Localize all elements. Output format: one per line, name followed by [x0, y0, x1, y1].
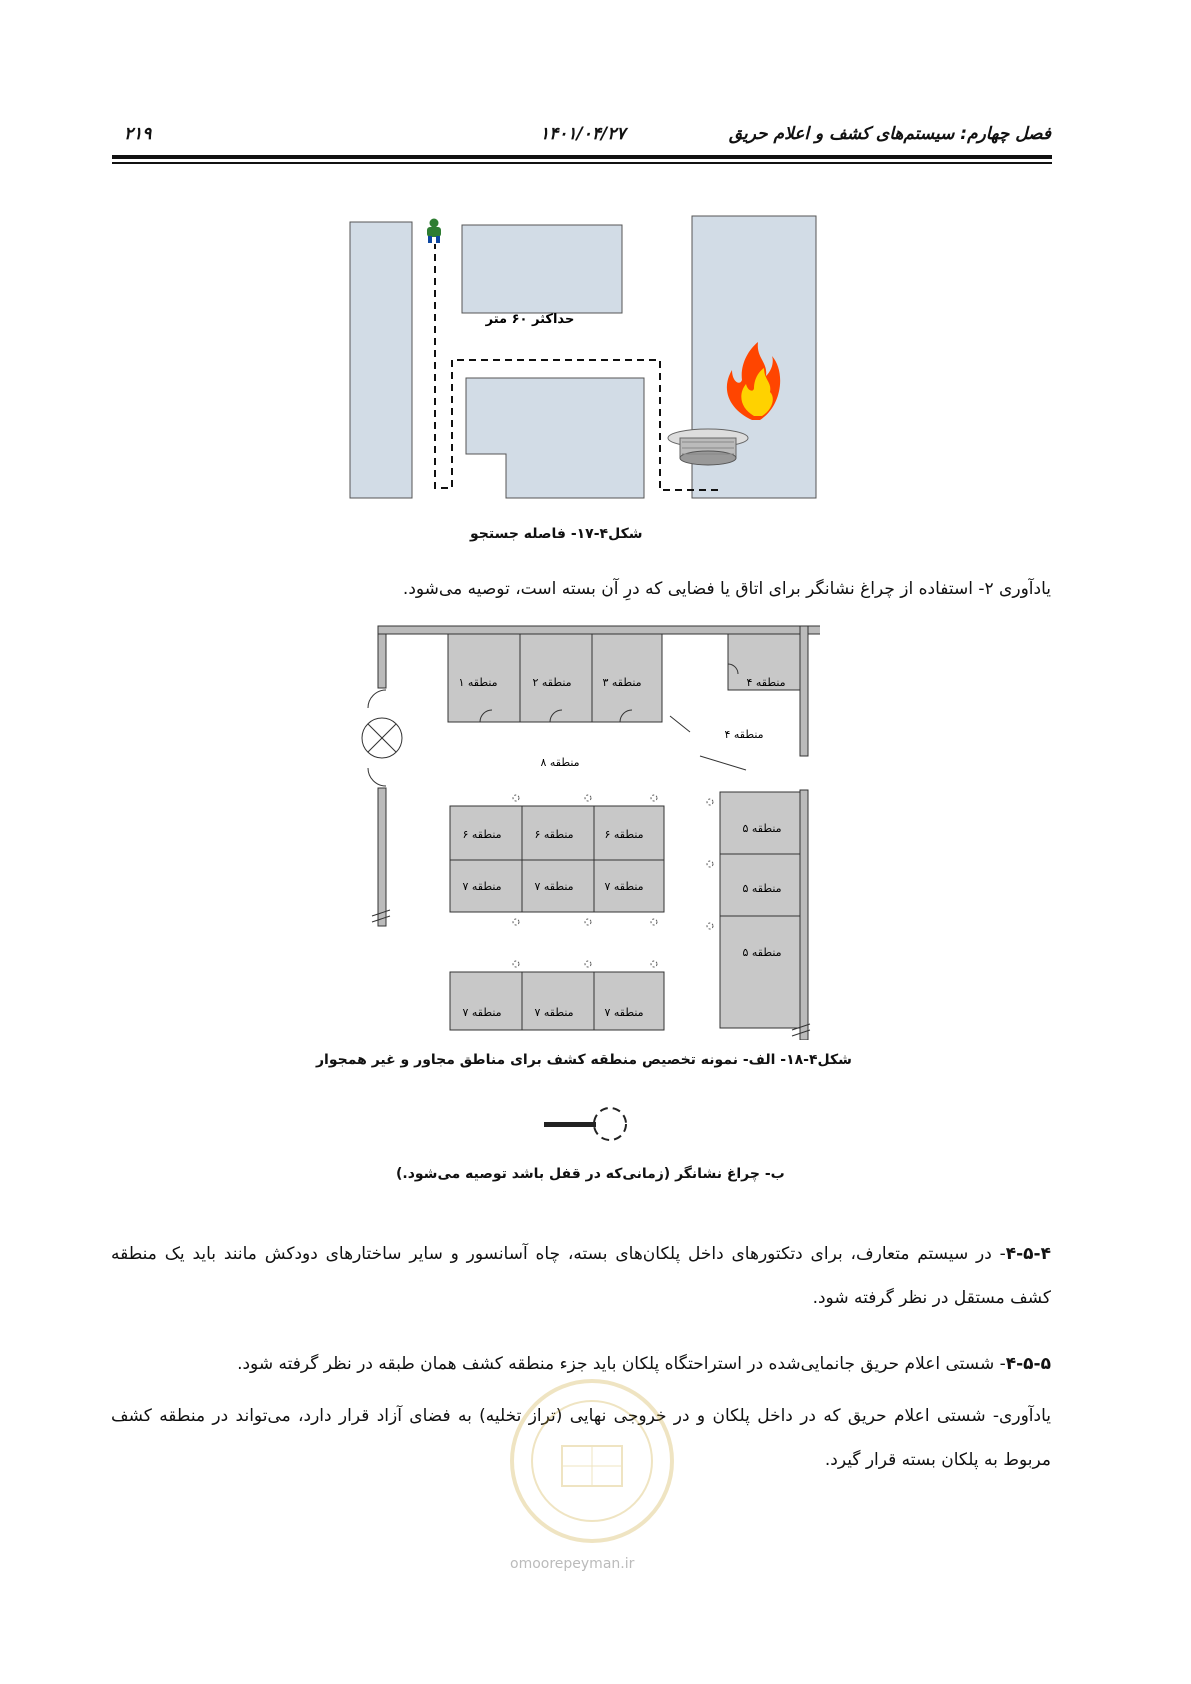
zone-4a-label: منطقه ۴ — [746, 676, 786, 689]
indicator-lamp-symbol — [540, 1102, 630, 1152]
indicator-lamp-icon — [585, 919, 591, 925]
page-number: ۲۱۹ — [124, 124, 152, 144]
indicator-lamp-icon — [585, 961, 591, 967]
room-left — [350, 222, 412, 498]
max-distance-label: حداکثر ۶۰ متر — [485, 312, 575, 327]
zone-1-label: منطقه ۱ — [458, 676, 498, 689]
zone-6-label: منطقه ۶ — [534, 828, 574, 841]
note-last: یادآوری- شستی اعلام حریق که در داخل پلکان و در خروجی نهایی (تراز تخلیه) به فضای آزاد قرار دارد، می‌تواند در منطقه کشف مربوط به پلکان بسته قرار گیرد. — [111, 1406, 1051, 1470]
indicator-lamp-icon — [513, 961, 519, 967]
zone-7-label: منطقه ۷ — [604, 880, 644, 893]
watermark-text: omoorepeyman.ir — [510, 1556, 635, 1572]
section-text: - شستی اعلام حریق جانمایی‌شده در استراحتگاه پلکان باید جزء منطقه کشف همان طبقه در نظر گرفته شود. — [237, 1354, 1006, 1374]
room-bottom-middle — [466, 378, 644, 498]
zone-3-label: منطقه ۳ — [602, 676, 642, 689]
figure-17-caption: شکل۴-۱۷- فاصله جستجو — [470, 526, 643, 542]
indicator-lamp-icon — [707, 799, 713, 805]
zone-6-label: منطقه ۶ — [462, 828, 502, 841]
door-leaf — [700, 756, 746, 770]
person-icon — [420, 218, 448, 244]
room-top-middle — [462, 225, 622, 313]
header-date: ۱۴۰۱/۰۴/۲۷ — [540, 124, 626, 144]
chapter-title: فصل چهارم: سیستم‌های کشف و اعلام حریق — [728, 124, 1051, 144]
zone-2-label: منطقه ۲ — [532, 676, 572, 689]
section-number: ۴-۵-۴ — [1005, 1244, 1051, 1264]
indicator-lamp-icon — [585, 795, 591, 801]
watermark-seal — [492, 1376, 692, 1550]
figure-18a-caption: شکل۴-۱۸- الف- نمونه تخصیص منطقه کشف برای مناطق مجاور و غیر همجوار — [316, 1052, 852, 1068]
entrance-door — [362, 690, 402, 786]
zone-6-label: منطقه ۶ — [604, 828, 644, 841]
section-number: ۴-۵-۵ — [1005, 1354, 1051, 1374]
zone-7-label: منطقه ۷ — [462, 880, 502, 893]
zone-7-room — [594, 972, 664, 1030]
header-rule-thin — [112, 162, 1052, 164]
figure-search-distance — [340, 210, 820, 514]
zone-4b-label: منطقه ۴ — [724, 728, 764, 741]
figure-zone-allocation — [350, 620, 820, 1044]
indicator-lamp-icon — [651, 961, 657, 967]
indicator-lamp-icon — [651, 795, 657, 801]
zone-5-label: منطقه ۵ — [742, 882, 782, 895]
zone-7-room — [450, 972, 522, 1030]
zone-8-label: منطقه ۸ — [540, 756, 580, 769]
zone-7-label: منطقه ۷ — [534, 880, 574, 893]
indicator-lamp-icon — [707, 861, 713, 867]
indicator-lamp-icon — [651, 919, 657, 925]
zone-5-label: منطقه ۵ — [742, 822, 782, 835]
section-text: - در سیستم متعارف، برای دتکتورهای داخل پلکان‌های بسته، چاه آسانسور و سایر ساختارهای دودکش مانند باید یک منطقه کشف مستقل در نظر گرفته شود. — [111, 1244, 1051, 1308]
indicator-lamp-icon — [513, 795, 519, 801]
header-rule-thick — [112, 155, 1052, 159]
zone-7-label: منطقه ۷ — [462, 1006, 502, 1019]
indicator-lamp-icon — [707, 923, 713, 929]
zone-5-room — [720, 916, 800, 1028]
indicator-lamp-icon — [513, 919, 519, 925]
zone-5-label: منطقه ۵ — [742, 946, 782, 959]
door-leaf — [670, 716, 690, 732]
section-4-5-4 — [111, 1232, 1051, 1320]
zone-7-label: منطقه ۷ — [534, 1006, 574, 1019]
zone-7-room — [522, 972, 594, 1030]
note-2: یادآوری ۲- استفاده از چراغ نشانگر برای اتاق یا فضایی که درِ آن بسته است، توصیه می‌شود. — [402, 579, 1051, 599]
figure-18b-caption: ب- چراغ نشانگر (زمانی‌که در قفل باشد توصیه می‌شود.) — [396, 1166, 785, 1182]
zone-7-label: منطقه ۷ — [604, 1006, 644, 1019]
